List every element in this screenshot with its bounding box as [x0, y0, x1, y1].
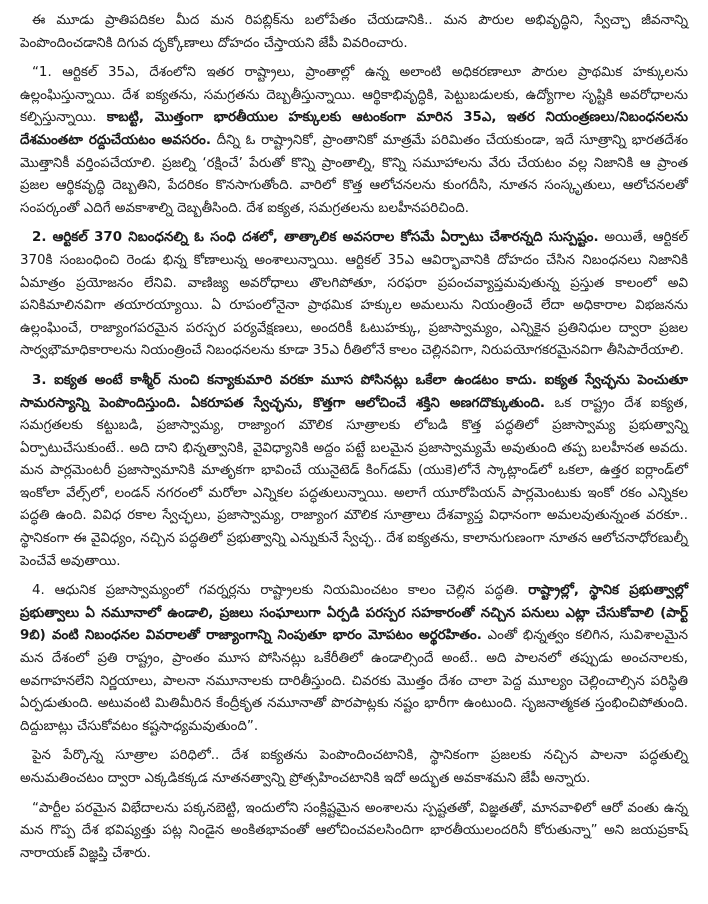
paragraph-intro: [20, 10, 688, 55]
text: “పార్టీల పరమైన విభేదాలను పక్కనబెట్టి, ఇందులోని సంక్లిష్టమైన అంశాలను స్పష్టతతో, విజ్ఞతతో, మానవాళిలో ఆరో వంతు ఉన్న మన గొప్ప దేశ భవిష్యత్తు పట్ల నిండైన అంకితభావంతో ఆలోచించవలసిందిగా భారతీయులందరినీ కోరుతున్నా” అని జయప్రకాష్ నారాయణ్ విజ్ఞప్తి చేశారు.: [20, 800, 688, 861]
paragraph-point-2: [20, 227, 688, 363]
text: 4. ఆధునిక ప్రజాస్వామ్యంలో గవర్నర్లను రాష్ట్రాలకు నియమించటం కాలం చెల్లిన పద్ధతి.: [32, 583, 529, 599]
paragraph-appeal: [20, 798, 688, 866]
text: “1. ఆర్టికల్ 35ఎ, దేశంలోని ఇతర రాష్ట్రాలు, ప్రాంతాల్లో ఉన్న అలాంటి అధికరణాలూ పౌరుల ప్రాథమిక హక్కులను ఉల్లంఘిస్తున్నాయి. దేశ ఐక్యతను, సమగ్రతను దెబ్బతీస్తున్నాయి. ఆర్థికాభివృద్ధికి, పెట్టుబడులకు, ఉద్యోగాల సృష్టికి అవరోధాలను కల్పిస్తున్నాయి.: [20, 65, 688, 126]
bold-text: 2. ఆర్టికల్ 370 నిబంధనల్ని ఓ సంధి దశలో, తాత్కాలిక అవసరాల కోసమే ఏర్పాటు చేశారన్నది సుస్పష్టం.: [32, 230, 599, 246]
bold-text: రాష్ట్రాల్లో, స్థానిక ప్రభుత్వాల్లో ప్రభుత్వాలు ఏ నమూనాలో ఉండాలి, ప్రజలు సంఘాలుగా ఏర్పడి పరస్పర సహకారంతో నచ్చిన పనులు ఎట్లా చేసుకోవాలి (పార్ట్ 9బి) వంటి నిబంధనల వివరాలతో రాజ్యాంగాన్ని నింపుతూ భారం మోపటం అర్థరహితం.: [20, 583, 688, 644]
text: పైన పేర్కొన్న సూత్రాల పరిధిలో.. దేశ ఐక్యతను పెంపొందించటానికి, స్థానికంగా ప్రజలకు నచ్చిన పాలనా పద్ధతుల్ని అనుమతించటం ద్వారా ఎక్కడికక్కడ నూతనత్వాన్ని ప్రోత్సహించటానికి ఇదో అద్భుత అవకాశమని జేపీ అన్నారు.: [20, 748, 688, 786]
bold-text: 3. ఐక్యత అంటే కాశ్మీర్ నుంచి కన్యాకుమారి వరకూ మూస పోసినట్లు ఒకేలా ఉండటం కాదు. ఐక్యత స్వేచ్ఛను పెంచుతూ సామరస్యాన్ని పెంపొందిస్తుంది. ఏకరూపత స్వేచ్ఛను, కొత్తగా ఆలోచించే శక్తిని అణగదొక్కుతుంది.: [20, 372, 688, 411]
text: ఒక రాష్ట్రం దేశ ఐక్యత, సమగ్రతలకు కట్టుబడి, ప్రజాస్వామ్య, రాజ్యాంగ మౌలిక సూత్రాలకు లోబడి కొత్త పద్ధతిలో ప్రజాస్వామ్య ప్రభుత్వాన్ని ఏర్పాటుచేసుకుంటే.. అది దాని భిన్నత్వానికి, వైవిధ్యానికి అద్దం పట్టే బలమైన ప్రజాస్వామ్యమే అవుతుంది తప్ప బలహీనత అవదు. మన పార్లమెంటరీ ప్రజాస్వామానికి మాతృకగా భావించే యునైటెడ్ కింగ్‌డమ్ (యుకె)లోనే స్కాట్లాండ్‌లో ఒకలా, ఉత్తర ఐర్లాండ్‌లో ఇంకోలా వేల్స్‌లో, లండన్ నగరంలో మరోలా ఎన్నికల పద్ధతులున్నాయి. అలాగే యూరోపియన్ పార్లమెంటుకు ఇంకో రకం ఎన్నికల పద్ధతి ఉంది. వివిధ రకాల స్వేచ్ఛలు, ప్రజాస్వామ్య, రాజ్యాంగ మౌలిక సూత్రాలు దేశవ్యాప్త విధానంగా అమలవుతున్నంత వరకూ.. స్థానికంగా ఈ వైవిధ్యం, నచ్చిన పద్ధతిలో ప్రభుత్వాన్ని ఎన్నుకునే స్వేచ్ఛ.. దేశ ఐక్యతను, కాలానుగుణంగా నూతన ఆలోచనాధోరణుల్నీ పెంచేవే అవుతాయి.: [20, 395, 688, 569]
paragraph-point-4: [20, 580, 688, 738]
text: ఈ మూడు ప్రాతిపదికల మీద మన రిపబ్లిక్‌ను బలోపేతం చేయడానికి.. మన పౌరుల అభివృద్ధిని, స్వేచ్ఛా జీవనాన్ని పెంపొందించడానికి దిగువ దృక్కోణాలు దోహదం చేస్తాయని జేపీ వివరించారు.: [20, 13, 688, 51]
paragraph-point-3: [20, 370, 688, 573]
paragraph-point-1: [20, 62, 688, 220]
paragraph-summary: [20, 745, 688, 790]
bold-text: కాబట్టి, మొత్తంగా భారతీయుల హక్కులకు ఆటంకంగా మారిన 35ఎ, ఇతర నియంత్రణలు/నిబంధనలను దేశమంతటా రద్దుచేయటం అవసరం.: [20, 110, 688, 148]
text: ఎంతో భిన్నత్వం కలిగిన, సువిశాలమైన మన దేశంలో ప్రతి రాష్ట్రం, ప్రాంతం మూస పోసినట్లు ఒకేరీతిలో ఉండాల్సిందే అంటే.. అది పాలనలో తప్పుడు అంచనాలకు, అవగాహనలేని నిర్ణయాలు, పాలనా నమూనాలకు దారితీస్తుంది. చివరకు మొత్తం దేశం చాలా పెద్ద మూల్యం చెల్లించాల్సిన పరిస్థితి ఏర్పడుతుంది. అటువంటి మితిమీరిన కేంద్రీకృత నమూనాతో పొరపాట్లకు నష్టం భారీగా ఉంటుంది. సృజనాత్మకత స్తంభించిపోతుంది. దిద్దుబాట్లు చేసుకోవటం కష్టసాధ్యమవుతుంది”.: [20, 628, 688, 734]
text: దీన్ని ఓ రాష్ట్రానికో, ప్రాంతానికో మాత్రమే పరిమితం చేయకుండా, ఇదే సూత్రాన్ని భారతదేశం మొత్తానికీ వర్తింపచేయాలి. ప్రజల్ని ‘రక్షించే’ పేరుతో కొన్ని ప్రాంతాల్ని, కొన్ని సమూహాలను వేరు చేయటం వల్ల నిజానికి ఆ ప్రాంత ప్రజల ఆర్థికవృద్ధి దెబ్బతిని, పేదరికం కొనసాగుతోంది. వారిలో కొత్త ఆలోచనలను కుంగదీసి, నూతన సంస్కృతులు, ఆలోచనలతో సంపర్కంతో ఎదిగే అవకాశాల్ని దెబ్బతీసింది. దేశ ఐక్యత, సమగ్రతలను బలహీనపరిచింది.: [20, 132, 688, 216]
text: అయితే, ఆర్టికల్ 370కి సంబంధించి రెండు భిన్న కోణాలున్న అంశాలున్నాయి. ఆర్టికల్ 35ఎ ఆవిర్భావానికి దోహదం చేసిన నిబంధనలు నిజానికి ఏమాత్రం ప్రయోజనం లేనివి. వాణిజ్య అవరోధాలు తొలగిపోతూ, సరఫరా ప్రపంచవ్యాప్తమవుతున్న ప్రస్తుత కాలంలో అవి పనికిమాలినవిగా తయారయ్యాయి. ఏ రూపంలోనైనా ప్రాథమిక హక్కుల అమలును నియంత్రించే లేదా అధికారాల విభజనను ఉల్లంఘించే, రాజ్యాంగపరమైన పరస్పర పర్యవేక్షణలు, అందరికీ ఓటుహక్కు, ప్రజాస్వామ్యం, ఎన్నికైన ప్రతినిధుల ద్వారా ప్రజల సార్వభౌమాధికారాలను నియంత్రించే నిబంధనలను కూడా 35ఎ రీతిలోనే కాలం చెల్లినవిగా, నిరుపయోగకరమైనవిగా తీసిపారేయాలి.: [20, 230, 689, 359]
